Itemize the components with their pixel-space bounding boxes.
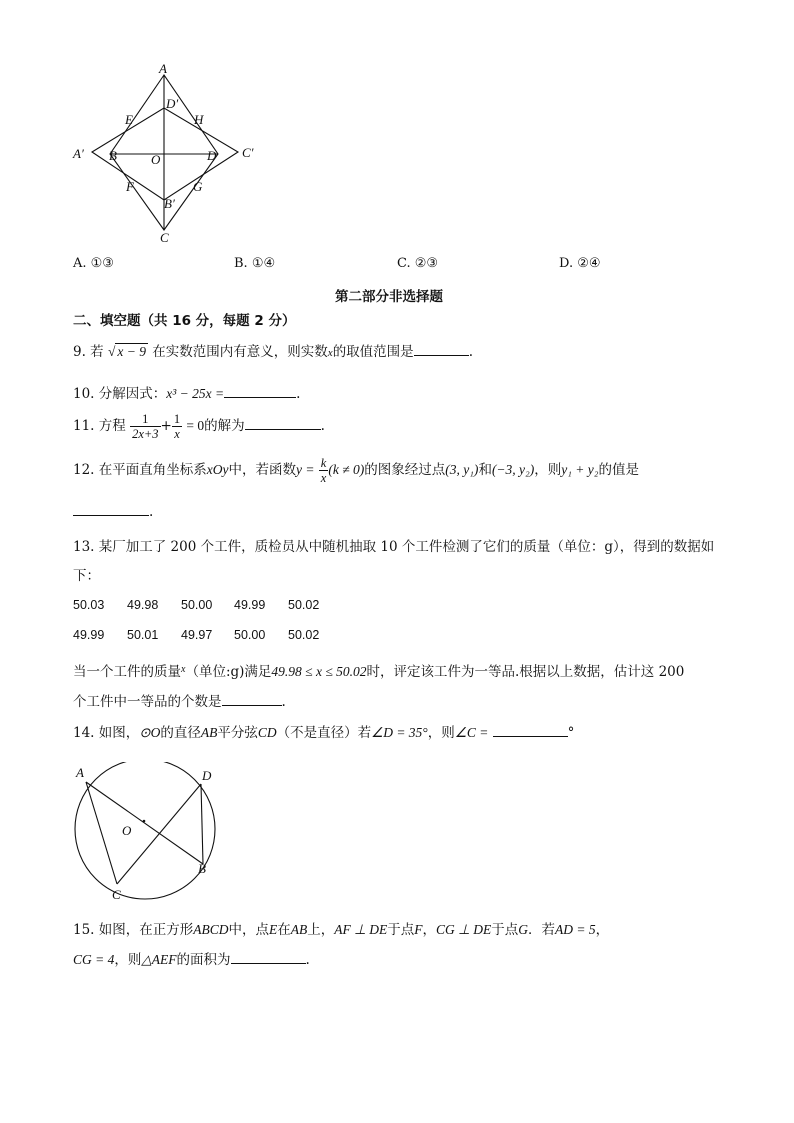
label-H: H (194, 112, 204, 127)
circle-o (75, 762, 215, 899)
label-C: C (160, 230, 169, 245)
label-B1: B′ (164, 196, 175, 211)
label-F: F (126, 179, 134, 194)
fraction-1: $\frac{1}{2x+3}$ (132, 412, 159, 441)
answer-blank-10[interactable] (224, 385, 296, 398)
answer-blank-11[interactable] (245, 417, 321, 430)
data-r1c2: 49.98 (127, 598, 159, 612)
question-13-line1: 13. 某厂加工了 200 个工件，质检员从中随机抽取 10 个工件检测了它们的质量（单位：g），得到的数据如 (73, 539, 715, 555)
choice-b[interactable]: B. ①④ (234, 256, 276, 271)
fraction-2: $\frac{1}{x}$ (173, 412, 181, 441)
question-14: 14. 如图，⊙O的直径AB平分弦CD（不是直径）若∠D = 35°，则∠C = ° (73, 725, 575, 741)
question-13-line2: 下： (73, 568, 100, 584)
data-r2c1: 49.99 (73, 628, 105, 642)
answer-blank-12[interactable] (73, 503, 149, 516)
chord-ac (86, 782, 117, 884)
radicand: x − 9 (117, 344, 146, 359)
answer-blank-14[interactable] (493, 724, 568, 737)
data-r2c4: 50.00 (234, 628, 266, 642)
label-B: B (109, 148, 117, 163)
data-r1c4: 49.99 (234, 598, 266, 612)
question-13-line3: 当一个工件的质量$^x$（单位:g)满足49.98 ≤ x ≤ 50.02时，评定该工件为一等品.根据以上数据，估计这 200 (73, 664, 685, 680)
center-dot (143, 820, 146, 823)
data-r2c3: 49.97 (181, 628, 213, 642)
chord-db (201, 784, 203, 864)
label-O: O (151, 152, 161, 167)
circle-label-A: A (76, 765, 84, 780)
answer-blank-15[interactable] (231, 951, 306, 964)
circle-label-D: D (202, 768, 212, 783)
question-11: 11. 方程 $\frac{1}{2x+3}$ + $\frac{1}{x}$ = 0的解为 . (73, 412, 325, 441)
data-r1c5: 50.02 (288, 598, 320, 612)
label-D1: D′ (166, 96, 179, 111)
data-r2c5: 50.02 (288, 628, 320, 642)
question-12-answer-line: . (73, 503, 153, 520)
label-A1: A′ (73, 146, 84, 161)
label-D: D (207, 148, 217, 163)
choice-c[interactable]: C. ②③ (397, 256, 439, 271)
label-A: A (159, 61, 167, 76)
question-9: 9. 若 √ x − 9 在实数范围内有意义，则实数x的取值范围是 . (73, 344, 473, 360)
circle-label-C: C (112, 887, 121, 902)
question-10: 10. 分解因式：x³ − 25x = . (73, 386, 301, 402)
circle-label-O: O (122, 823, 132, 838)
answer-blank-13[interactable] (222, 693, 282, 706)
rhombus-figure (70, 60, 270, 250)
question-15-line2: CG = 4，则△AEF的面积为 . (73, 952, 310, 968)
choice-a[interactable]: A. ①③ (73, 256, 114, 271)
part-title: 第二部分非选择题 (335, 289, 443, 305)
data-r2c2: 50.01 (127, 628, 159, 642)
circle-label-B: B (198, 861, 206, 876)
fraction-k-over-x: $\frac{k}{x}$ (320, 456, 327, 485)
section-title: 二、填空题（共 16 分，每题 2 分） (73, 313, 296, 329)
question-12: 12. 在平面直角坐标系xOy中，若函数y = $\frac{k}{x}$ (k ≠ 0)的图象经过点(3, y₁)和(−3, y₂)，则y₁ + y₂的值是 (73, 456, 639, 485)
label-C1: C′ (242, 145, 254, 160)
question-15-line1: 15. 如图，在正方形ABCD中，点E在AB上，AF ⊥ DE于点F，CG ⊥ DE于点G．若AD = 5， (73, 922, 610, 938)
label-E: E (125, 112, 133, 127)
choice-d[interactable]: D. ②④ (559, 256, 601, 271)
circle-figure (70, 762, 230, 907)
answer-blank-9[interactable] (414, 343, 469, 356)
data-r1c1: 50.03 (73, 598, 105, 612)
data-r1c3: 50.00 (181, 598, 213, 612)
label-G: G (193, 179, 203, 194)
question-13-line4: 个工件中一等品的个数是 . (73, 694, 286, 710)
